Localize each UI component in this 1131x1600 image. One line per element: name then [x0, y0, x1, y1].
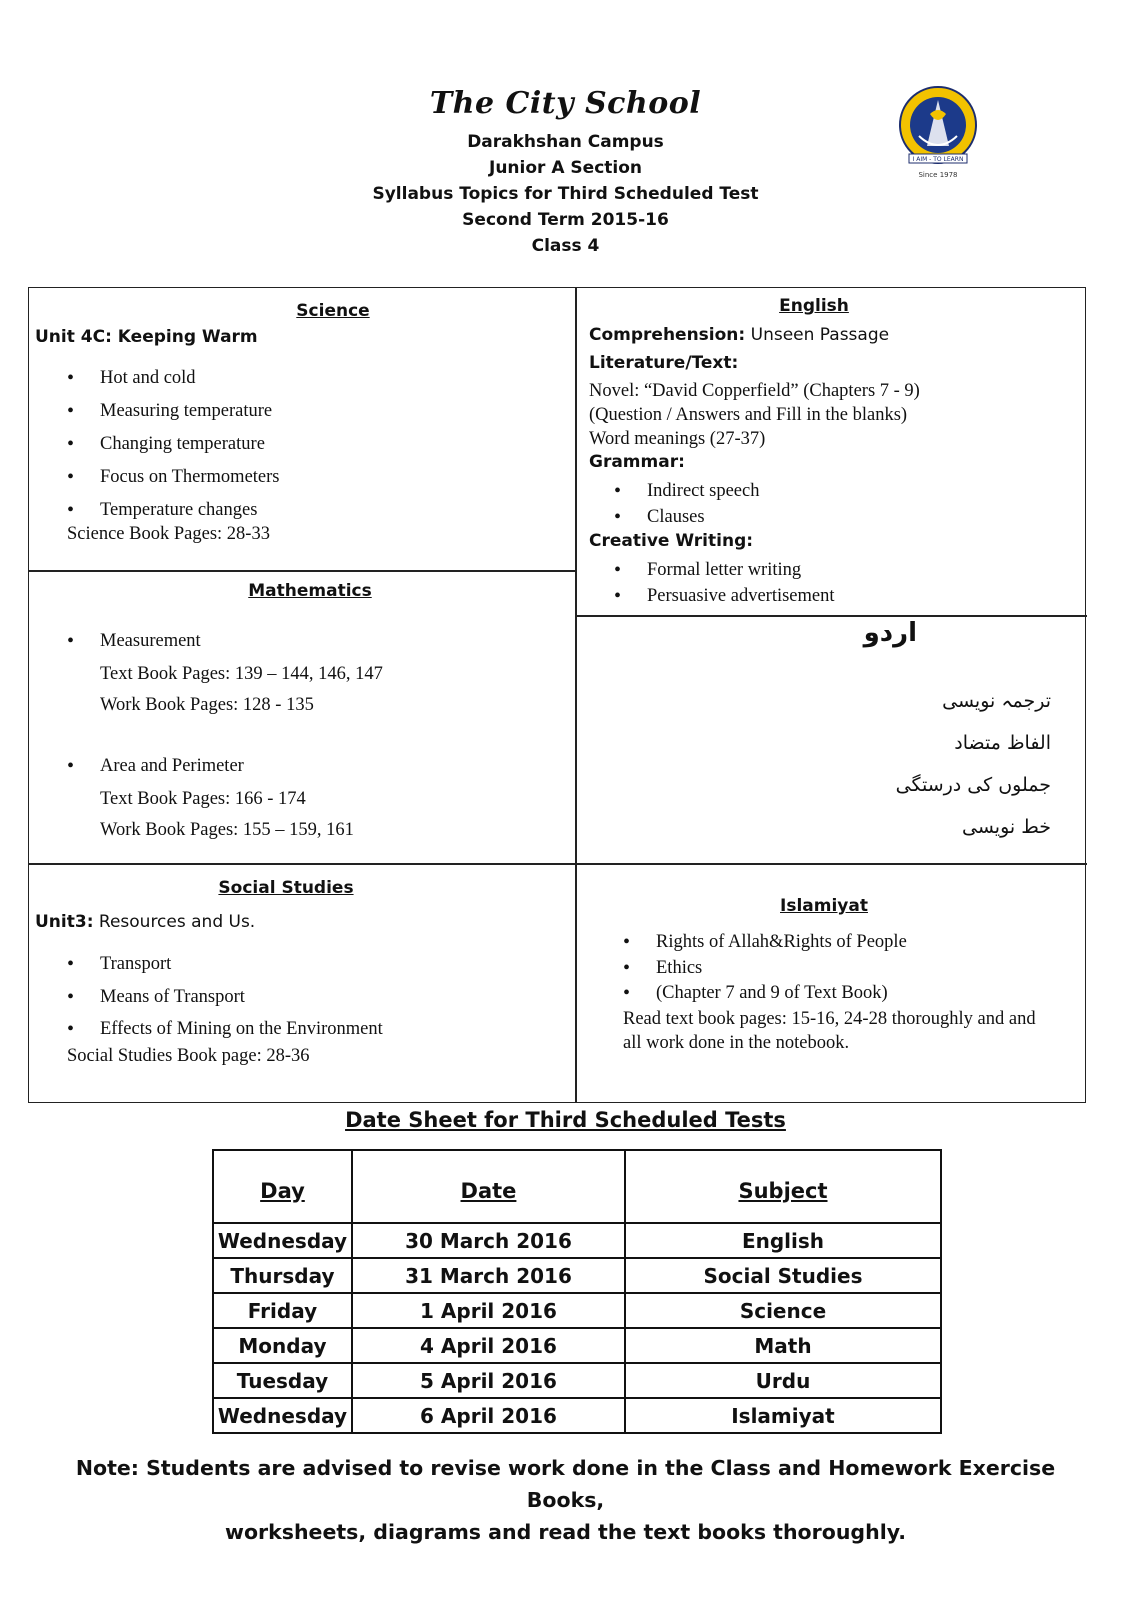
science-section	[29, 288, 575, 570]
list-item: Word meanings (27-37)	[589, 429, 766, 449]
table-row	[213, 1398, 941, 1433]
social-studies-pages: Social Studies Book page: 28-36	[67, 1046, 310, 1066]
table-cell-day: Tuesday	[213, 1363, 352, 1398]
list-item: • Indirect speech	[647, 479, 759, 505]
school-name: The City School	[429, 86, 702, 121]
table-cell-day: Wednesday	[213, 1398, 352, 1433]
list-item: • (Chapter 7 and 9 of Text Book)	[656, 981, 907, 1007]
table-cell-subject: Social Studies	[625, 1258, 941, 1293]
list-item: • Temperature changes	[100, 494, 280, 527]
urdu-section	[577, 616, 1087, 863]
table-cell-day: Friday	[213, 1293, 352, 1328]
column-header-subject: Subject	[625, 1150, 941, 1223]
english-grammar-label: Grammar:	[589, 452, 685, 472]
social-studies-topic-list	[100, 948, 383, 1046]
list-item: • Hot and cold	[100, 362, 280, 395]
table-cell-day: Monday	[213, 1328, 352, 1363]
list-item: (Question / Answers and Fill in the blanks)	[589, 405, 908, 425]
english-comprehension	[589, 325, 889, 345]
list-item: • Measuring temperature	[100, 395, 280, 428]
date-sheet-title: Date Sheet for Third Scheduled Tests	[345, 1108, 786, 1132]
list-item: • Area and Perimeter	[100, 751, 244, 783]
science-topic-list	[100, 362, 280, 527]
table-cell-date: 31 March 2016	[352, 1258, 625, 1293]
table-cell-date: 30 March 2016	[352, 1223, 625, 1258]
table-cell-subject: English	[625, 1223, 941, 1258]
list-item: • Effects of Mining on the Environment	[100, 1013, 383, 1046]
table-cell-date: 6 April 2016	[352, 1398, 625, 1433]
revision-note-line: worksheets, diagrams and read the text books thoroughly.	[225, 1520, 906, 1544]
social-studies-unit-label: Unit3:	[35, 912, 94, 932]
urdu-topic-list	[896, 680, 1051, 848]
english-creative-label: Creative Writing:	[589, 531, 754, 551]
table-cell-day: Thursday	[213, 1258, 352, 1293]
list-item: • Persuasive advertisement	[647, 584, 835, 610]
section-name: Junior A Section	[489, 158, 642, 178]
list-item: • Transport	[100, 948, 383, 981]
list-item: • Formal letter writing	[647, 558, 835, 584]
list-item: ترجمہ نویسی	[942, 690, 1051, 712]
list-item: خط نویسی	[962, 816, 1051, 838]
table-row	[213, 1258, 941, 1293]
revision-note-line: Note: Students are advised to revise work done in the Class and Homework Exercise Books,	[75, 1456, 1056, 1512]
list-item: • Focus on Thermometers	[100, 461, 280, 494]
list-item: • Measurement	[100, 626, 201, 658]
urdu-title: اردو	[863, 618, 917, 648]
list-item: الفاظ متضاد	[954, 732, 1051, 754]
table-header-row	[213, 1150, 941, 1223]
islamiyat-reading-note: Read text book pages: 15-16, 24-28 thoroughly and and	[623, 1009, 1036, 1029]
science-unit: Unit 4C: Keeping Warm	[35, 327, 258, 347]
islamiyat-topic-list	[656, 930, 907, 1007]
term-label: Second Term 2015-16	[462, 210, 669, 230]
english-grammar-list	[647, 479, 759, 530]
math-text-book-pages: Text Book Pages: 139 – 144, 146, 147	[100, 664, 383, 684]
table-cell-date: 5 April 2016	[352, 1363, 625, 1398]
school-logo	[897, 84, 979, 182]
table-cell-subject: Urdu	[625, 1363, 941, 1398]
list-item: Novel: “David Copperfield” (Chapters 7 - 9)	[589, 381, 920, 401]
math-work-book-pages: Work Book Pages: 128 - 135	[100, 695, 314, 715]
english-literature-lines	[589, 379, 920, 451]
science-title: Science	[296, 301, 370, 321]
table-cell-subject: Islamiyat	[625, 1398, 941, 1433]
english-comprehension-label: Comprehension:	[589, 325, 746, 345]
document-title: Syllabus Topics for Third Scheduled Test	[372, 184, 759, 204]
logo-motto: I AIM - TO LEARN	[912, 156, 964, 163]
math-title: Mathematics	[248, 581, 372, 601]
class-label: Class 4	[531, 236, 600, 256]
table-row	[213, 1363, 941, 1398]
math-topic-list	[100, 626, 201, 658]
table-cell-subject: Science	[625, 1293, 941, 1328]
date-sheet-table	[212, 1149, 942, 1434]
english-comprehension-text: Unseen Passage	[745, 325, 890, 345]
table-cell-day: Wednesday	[213, 1223, 352, 1258]
list-item: • Changing temperature	[100, 428, 280, 461]
social-studies-section	[29, 864, 575, 1104]
table-cell-date: 1 April 2016	[352, 1293, 625, 1328]
social-studies-unit-text: Resources and Us.	[93, 912, 256, 932]
logo-since: Since 1978	[918, 171, 958, 179]
social-studies-title: Social Studies	[218, 878, 354, 898]
syllabus-grid	[28, 287, 1086, 1103]
english-literature-label: Literature/Text:	[589, 353, 739, 373]
campus-name: Darakhshan Campus	[467, 132, 664, 152]
islamiyat-reading-note: all work done in the notebook.	[623, 1033, 850, 1053]
math-work-book-pages: Work Book Pages: 155 – 159, 161	[100, 820, 354, 840]
list-item: • Means of Transport	[100, 981, 383, 1014]
math-topic-list	[100, 751, 244, 783]
table-cell-date: 4 April 2016	[352, 1328, 625, 1363]
list-item: • Clauses	[647, 505, 759, 531]
list-item: • Ethics	[656, 956, 907, 982]
revision-note	[40, 1452, 1091, 1548]
islamiyat-title: Islamiyat	[780, 896, 868, 916]
islamiyat-section	[577, 864, 1087, 1104]
math-text-book-pages: Text Book Pages: 166 - 174	[100, 789, 306, 809]
english-creative-list	[647, 558, 835, 609]
column-header-date: Date	[352, 1150, 625, 1223]
math-section	[29, 571, 575, 863]
table-row	[213, 1223, 941, 1258]
list-item: • Rights of Allah&Rights of People	[656, 930, 907, 956]
social-studies-unit	[35, 912, 255, 932]
list-item: جملوں کی درستگی	[895, 774, 1051, 796]
table-cell-subject: Math	[625, 1328, 941, 1363]
table-row	[213, 1293, 941, 1328]
english-title: English	[779, 296, 849, 316]
english-section	[577, 288, 1087, 615]
table-row	[213, 1328, 941, 1363]
column-header-day: Day	[213, 1150, 352, 1223]
science-pages: Science Book Pages: 28-33	[67, 524, 270, 544]
